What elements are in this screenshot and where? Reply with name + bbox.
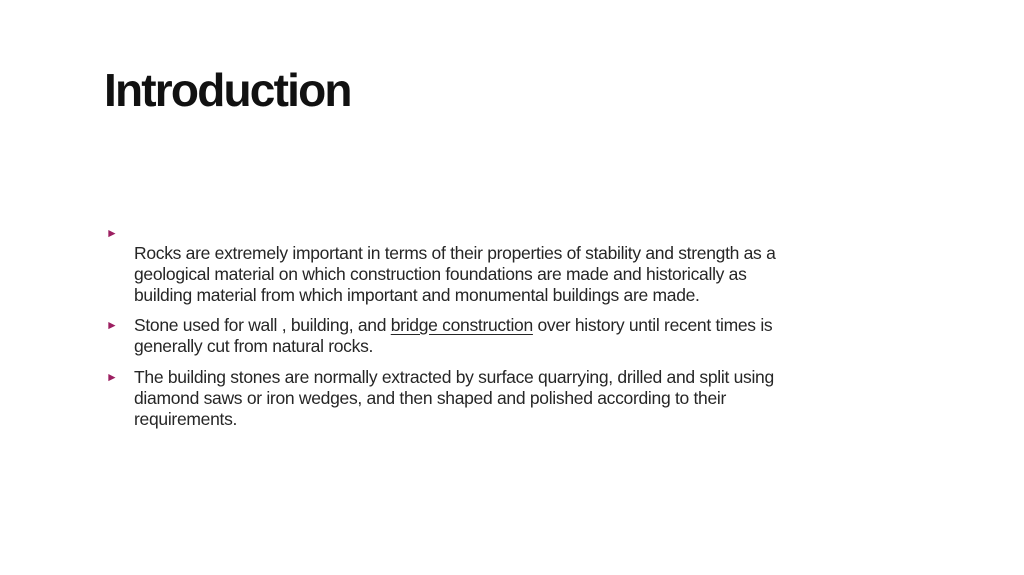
slide-title: Introduction	[104, 64, 351, 116]
triangle-bullet-icon: ►	[106, 318, 118, 332]
bullet-text: The building stones are normally extracted by surface quarrying, drilled and split using diamond saws or iron wedges, and then shaped and polished according to their requirements.	[134, 367, 774, 429]
triangle-bullet-icon: ►	[106, 226, 118, 240]
bullet-text-end: over history until recent times is generally cut from natural rocks.	[134, 315, 773, 356]
triangle-bullet-icon: ►	[106, 370, 118, 384]
bullet-list	[104, 224, 784, 430]
bullet-item	[104, 367, 784, 430]
bullet-item	[104, 315, 784, 357]
bridge-construction-link[interactable]: bridge construction	[390, 315, 533, 335]
bullet-text: Rocks are extremely important in terms of their properties of stability and strength as a geological material on which construction foundations are made and historically as building material from which important and monumental buildings are made.	[134, 243, 776, 305]
bullet-item	[104, 224, 784, 306]
bullet-text-start: Stone used for wall , building, and	[134, 315, 391, 335]
